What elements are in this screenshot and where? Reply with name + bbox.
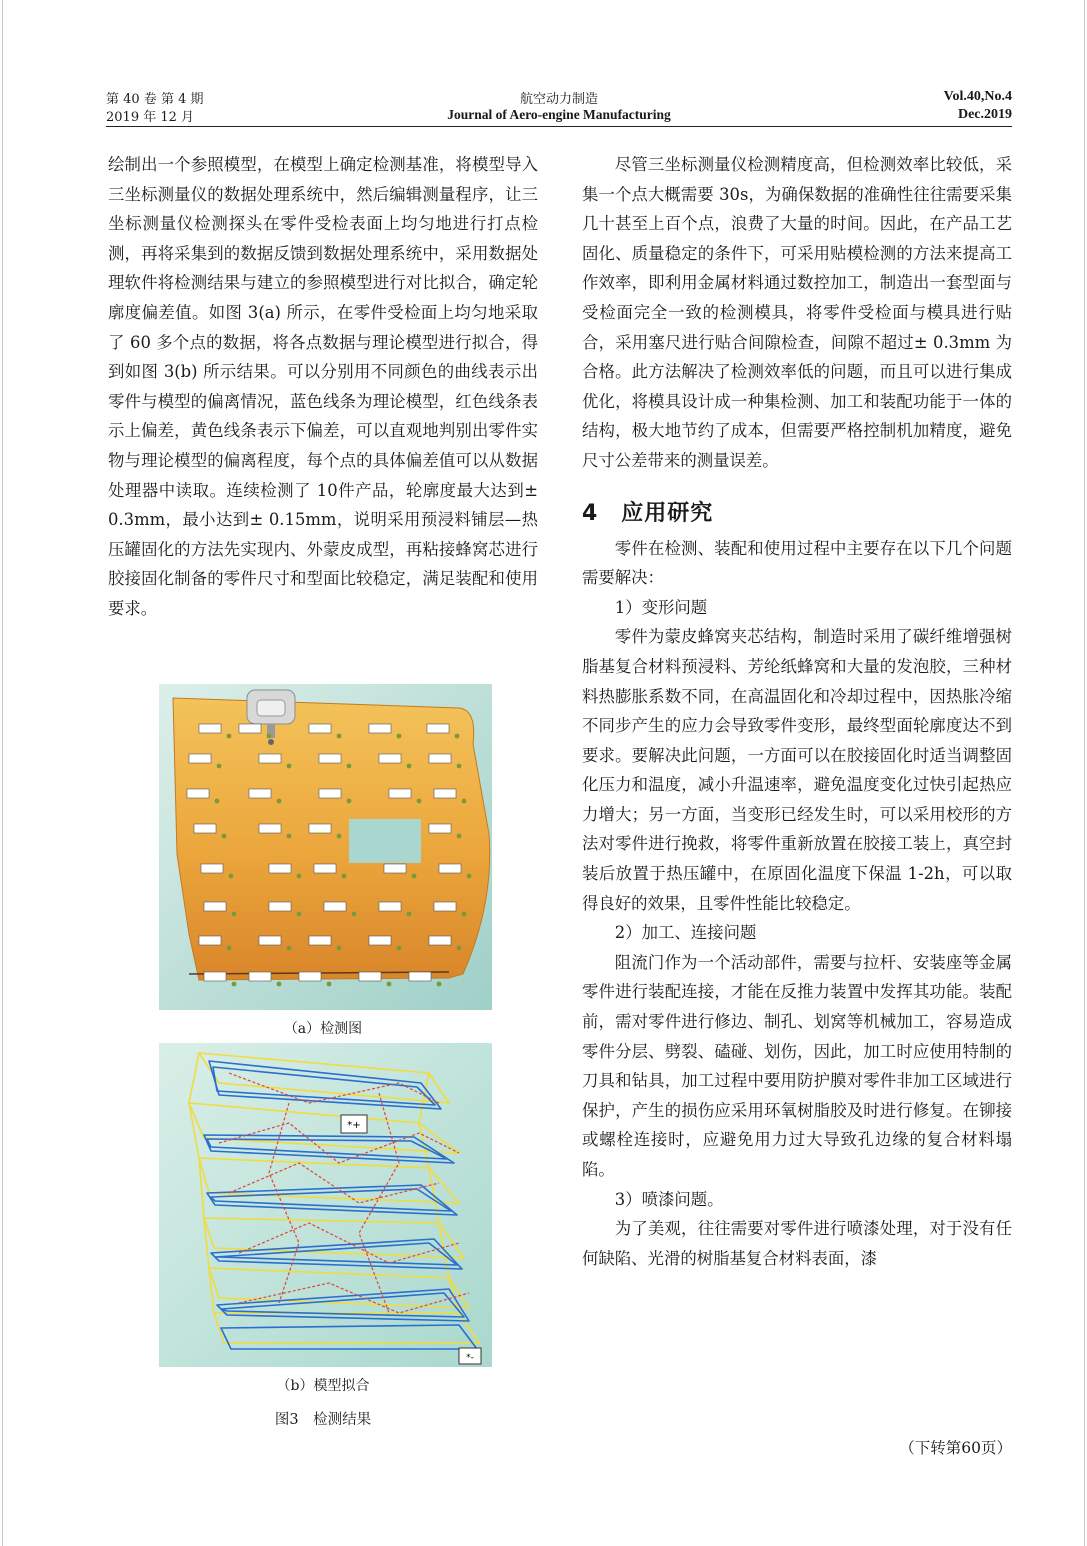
measurement-tag — [429, 754, 451, 763]
caption-a: （a）检测图 — [283, 1021, 363, 1037]
measurement-point — [297, 912, 302, 917]
running-header-line-2 — [106, 107, 1012, 123]
measurement-point — [455, 734, 460, 739]
measurement-point — [337, 834, 342, 839]
measurement-tag — [249, 972, 271, 981]
measurement-tag — [409, 972, 431, 981]
volume-en: Vol.40,No.4 — [943, 89, 1012, 104]
upper-deviation-marker — [341, 1115, 367, 1133]
date-cn: 2019 年 12 月 — [106, 109, 195, 125]
measurement-point — [407, 912, 412, 917]
measurement-point — [215, 799, 220, 804]
measurement-tag — [259, 754, 281, 763]
measurement-tag — [319, 789, 341, 798]
page-right-edge — [1084, 0, 1085, 1546]
measurement-point — [457, 946, 462, 951]
measurement-point — [287, 764, 292, 769]
panel-cutout — [349, 819, 421, 863]
measurement-point — [232, 912, 237, 917]
measurement-tag — [189, 754, 211, 763]
inspection-render — [159, 684, 492, 1010]
measurement-point — [337, 734, 342, 739]
measurement-point — [342, 874, 347, 879]
measurement-point — [347, 799, 352, 804]
marker-minus-label: *- — [466, 1353, 474, 1363]
measurement-point — [337, 946, 342, 951]
body-paragraph: 绘制出一个参照模型，在模型上确定检测基准，将模型导入三坐标测量仪的数据处理系统中，然后编辑测量程序，让三坐标测量仪检测探头在零件受检表面上均匀地进行打点检测，再将采集到的数据反馈到数据处理系统中，采用数据处理软件将检测结果与建立的参照模型进行对比拟合，确定轮廓度偏差值。如图 3(a) 所示，在零件受检面上均匀地采取了 60 多个点的数据，将各点数据与理论模型进行拟合，得到如图 3(b) 所示结果。可以分别用不同颜色的曲线表示出零件与模型的偏离情况，蓝色线条为理论模型，红色线条表示上偏差，黄色线条表示下偏差，可以直观地判别出零件实物与理论模型的偏离程度，每个点的具体偏差值可以从数据处理器中读取。连续检测了 10件产品，轮廓度最大达到± 0.3mm，最小达到± 0.15mm，说明采用预浸料铺层—热压罐固化的方法先实现内、外蒙皮成型，再粘接蜂窝芯进行胶接固化制备的零件尺寸和型面比较稳定，满足装配和使用要求。 — [108, 155, 538, 618]
measurement-point — [222, 834, 227, 839]
measurement-tag — [259, 936, 281, 945]
right-column — [582, 150, 1012, 1273]
measurement-point — [412, 874, 417, 879]
body-paragraph: 零件为蒙皮蜂窝夹芯结构，制造时采用了碳纤维增强树脂基复合材料预浸料、芳纶纸蜂窝和大量的发泡胶，三种材料热膨胀系数不同，在高温固化和冷却过程中，因热胀冷缩不同步产生的应力会导致零件变形，最终型面轮廓度达不到要求。要解决此问题，一方面可以在胶接固化时适当调整固化压力和温度，减小升温速率，避免温度变化过快引起热应力增大；另一方面，当变形已经发生时，可以采用校形的方法对零件进行挽救，将零件重新放置在胶接工装上，真空封装后放置于热压罐中，在原固化温度下保温 1-2h，可以取得良好的效果，且零件性能比较稳定。 — [582, 627, 1012, 913]
measurement-tag — [239, 724, 261, 733]
measurement-tag — [204, 902, 226, 911]
measurement-tag — [249, 789, 271, 798]
section-intro: 零件在检测、装配和使用过程中主要存在以下几个问题需要解决： — [582, 538, 1012, 588]
measurement-point — [327, 982, 332, 987]
measurement-point — [347, 764, 352, 769]
lower-deviation-marker — [459, 1348, 481, 1364]
measurement-point — [287, 946, 292, 951]
page-left-edge — [2, 0, 3, 1546]
figure-3b-model-fitting — [159, 1043, 492, 1367]
measurement-tag — [319, 754, 341, 763]
measurement-tag — [194, 824, 216, 833]
measurement-tag — [429, 936, 451, 945]
measurement-tag — [434, 789, 456, 798]
model-fitting-render — [159, 1043, 492, 1367]
measurement-tag — [439, 864, 461, 873]
measurement-point — [397, 946, 402, 951]
measurement-tag — [359, 972, 381, 981]
measurement-tag — [369, 936, 391, 945]
continued-note: （下转第60页） — [899, 1439, 1012, 1457]
measurement-point — [457, 764, 462, 769]
measurement-tag — [314, 864, 336, 873]
measurement-tag — [427, 724, 449, 733]
measurement-tag — [389, 789, 411, 798]
figure-caption: 图3 检测结果 — [274, 1412, 372, 1428]
measurement-tag — [201, 864, 223, 873]
caption-b: （b）模型拟合 — [276, 1378, 370, 1394]
date-en: Dec.2019 — [957, 107, 1012, 122]
figure-3a-inspection-image — [159, 684, 492, 1010]
measurement-tag — [309, 936, 331, 945]
measurement-point — [277, 982, 282, 987]
subheading-deformation: 1）变形问题 — [614, 597, 708, 617]
measurement-point — [462, 799, 467, 804]
measurement-tag — [309, 824, 331, 833]
section-heading: 4 应用研究 — [582, 500, 714, 526]
measurement-point — [407, 764, 412, 769]
measurement-point — [232, 982, 237, 987]
measurement-tag — [199, 724, 221, 733]
measurement-tag — [429, 824, 451, 833]
body-paragraph: 尽管三坐标测量仪检测精度高，但检测效率比较低，采集一个点大概需要 30s，为确保数据的准确性往往需要采集几十甚至上百个点，浪费了大量的时间。因此，在产品工艺固化、质量稳定的条件下，可采用贴模检测的方法来提高工作效率，即利用金属材料通过数控加工，制造出一套型面与受检面完全一致的检测模具，将零件受检面与模具进行贴合，采用塞尺进行贴合间隙检查，间隙不超过± 0.3mm 为合格。此方法解决了检测效率低的问题，而且可以进行集成优化，将模具设计成一种集检测、加工和装配功能于一体的结构，极大地节约了成本，但需要严格控制机加精度，避免尺寸公差带来的测量误差。 — [582, 155, 1012, 470]
measurement-point — [397, 734, 402, 739]
running-header-line-1 — [106, 89, 1012, 105]
measurement-point — [352, 912, 357, 917]
measurement-tag — [204, 972, 226, 981]
journal-title-cn: 航空动力制造 — [519, 91, 598, 107]
measurement-tag — [324, 902, 346, 911]
measurement-tag — [269, 864, 291, 873]
measurement-point — [217, 764, 222, 769]
measurement-tag — [379, 902, 401, 911]
header-rule — [106, 126, 1012, 127]
measurement-point — [417, 799, 422, 804]
measurement-point — [267, 734, 272, 739]
measurement-tag — [384, 864, 406, 873]
measurement-tag — [259, 824, 281, 833]
body-paragraph: 为了美观，往往需要对零件进行喷漆处理，对于没有任何缺陷、光滑的树脂基复合材料表面，漆 — [582, 1219, 1012, 1268]
measurement-point — [387, 982, 392, 987]
measurement-tag — [309, 724, 331, 733]
body-paragraph: 阻流门作为一个活动部件，需要与拉杆、安装座等金属零件进行装配连接，才能在反推力装置中发挥其功能。装配前，需对零件进行修边、制孔、划窝等机械加工，容易造成零件分层、劈裂、磕碰、划伤，因此，加工时应使用特制的刀具和钻具，加工过程中要用防护膜对零件非加工区域进行保护，产生的损伤应采用环氧树脂胶及时进行修复。在铆接或螺栓连接时，应避免用力过大导致孔边缘的复合材料塌陷。 — [582, 952, 1012, 1179]
measurement-tag — [199, 936, 221, 945]
measurement-point — [467, 874, 472, 879]
measurement-point — [457, 834, 462, 839]
measurement-point — [437, 982, 442, 987]
subheading-machining: 2）加工、连接问题 — [614, 923, 757, 943]
marker-plus-label: *+ — [347, 1120, 361, 1131]
subheading-painting: 3）喷漆问题。 — [614, 1189, 724, 1209]
journal-title-en: Journal of Aero-engine Manufacturing — [447, 107, 671, 122]
measurement-tag — [434, 902, 456, 911]
left-column — [108, 150, 538, 624]
measurement-point — [227, 946, 232, 951]
measurement-point — [297, 874, 302, 879]
issue-cn: 第 40 卷 第 4 期 — [106, 91, 204, 107]
measurement-point — [229, 874, 234, 879]
measurement-tag — [369, 724, 391, 733]
measurement-tag — [269, 902, 291, 911]
measurement-point — [462, 912, 467, 917]
measurement-tag — [299, 972, 321, 981]
measurement-tag — [379, 754, 401, 763]
measurement-tag — [187, 789, 209, 798]
measurement-point — [287, 834, 292, 839]
measurement-point — [277, 799, 282, 804]
measurement-point — [227, 734, 232, 739]
